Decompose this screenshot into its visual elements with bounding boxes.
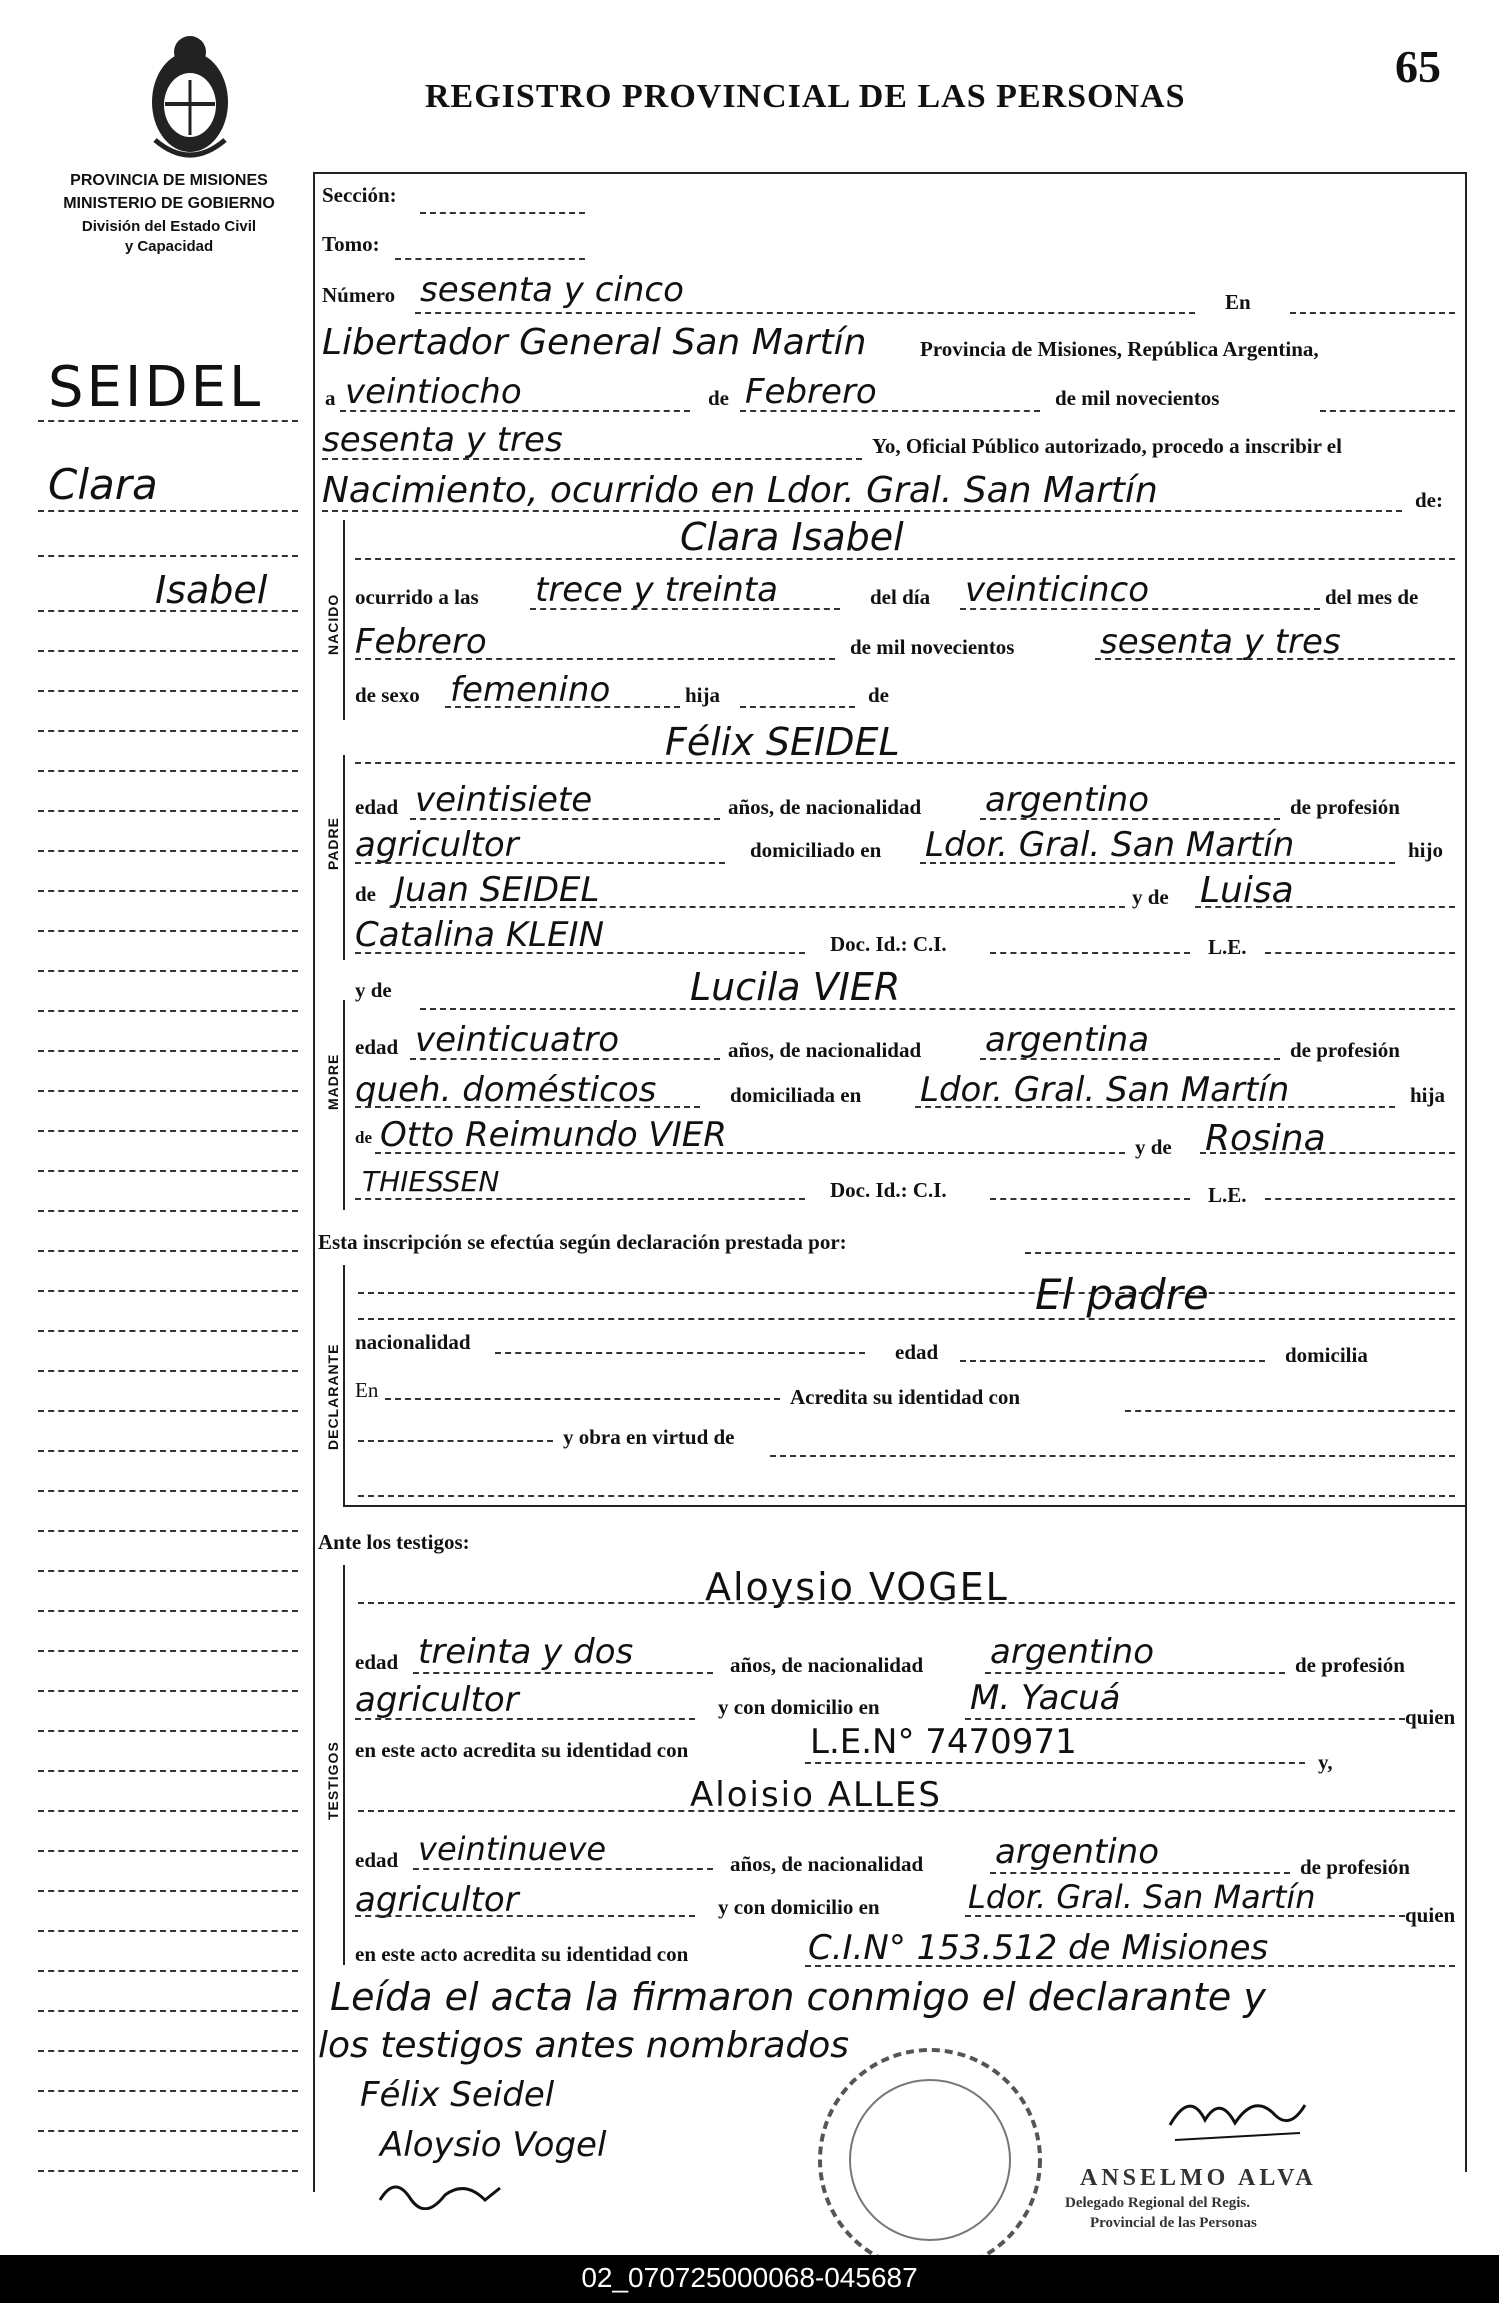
declarante-bottom-rule bbox=[343, 1505, 1465, 1507]
padre-nac-line bbox=[980, 818, 1280, 820]
padre-edad-label: edad bbox=[355, 795, 399, 819]
madre-domicilio: Ldor. Gral. San Martín bbox=[920, 1070, 1290, 1110]
declarante-line-1 bbox=[358, 1292, 1455, 1294]
dept-line-4: y Capacidad bbox=[124, 238, 214, 255]
de-label: de bbox=[708, 386, 729, 410]
stub-line bbox=[38, 1770, 298, 1772]
nacido-mes: Febrero bbox=[355, 622, 487, 662]
stub-line bbox=[38, 1690, 298, 1692]
madre-padre-line bbox=[375, 1152, 1125, 1154]
testigo-1-quien-label: quien bbox=[1405, 1705, 1456, 1729]
padre-edad-line bbox=[410, 818, 720, 820]
madre-nac-line bbox=[980, 1058, 1280, 1060]
declarante-tag: DECLARANTE bbox=[325, 1343, 341, 1450]
provincia-label: Provincia de Misiones, República Argentina, bbox=[920, 337, 1319, 361]
testigo-1-edad-line bbox=[413, 1672, 713, 1674]
madre-prof-line bbox=[355, 1106, 700, 1108]
del-mes-label: del mes de bbox=[1325, 585, 1419, 609]
numero-line bbox=[415, 312, 1195, 314]
testigo-1-profesion: agricultor bbox=[355, 1680, 519, 1720]
padre-tag: PADRE bbox=[325, 817, 341, 870]
stub-line bbox=[38, 1010, 298, 1012]
section-bracket-declarante bbox=[343, 1265, 345, 1505]
madre-edad-label: edad bbox=[355, 1035, 399, 1059]
stub-line bbox=[38, 1610, 298, 1612]
testigo-2-documento: C.I.N° 153.512 de Misiones bbox=[808, 1928, 1269, 1968]
stub-line bbox=[38, 1450, 298, 1452]
padre-prof-line bbox=[355, 862, 725, 864]
a-label: a bbox=[325, 386, 336, 410]
oficial-label: Yo, Oficial Público autorizado, procedo a inscribir el bbox=[872, 434, 1342, 458]
decl-edad-label: edad bbox=[895, 1340, 939, 1364]
testigo-1-nombre: Aloysio VOGEL bbox=[705, 1565, 1009, 1609]
tomo-label: Tomo: bbox=[322, 232, 380, 256]
stub-line bbox=[38, 555, 298, 557]
madre-profesion-label: de profesión bbox=[1290, 1038, 1400, 1062]
madre-le-line bbox=[1265, 1198, 1455, 1200]
stub-line bbox=[38, 1090, 298, 1092]
testigo-1-dom-line bbox=[965, 1718, 1405, 1720]
stub-surname: SEIDEL bbox=[48, 355, 264, 420]
stub-line bbox=[38, 510, 298, 512]
hora-line bbox=[530, 608, 840, 610]
testigo-1-edad-label: edad bbox=[355, 1650, 399, 1674]
testigo-1-doc-line bbox=[805, 1762, 1305, 1764]
en-label: En bbox=[1225, 290, 1251, 314]
madre-anos-label: años, de nacionalidad bbox=[728, 1038, 922, 1062]
anio-value: sesenta y tres bbox=[322, 420, 563, 460]
dept-line-3: División del Estado Civil bbox=[81, 218, 257, 235]
dia-value: veintiocho bbox=[345, 372, 522, 412]
decl-edad-line bbox=[960, 1360, 1265, 1362]
ante-testigos-label: Ante los testigos: bbox=[318, 1530, 470, 1554]
padre-nombre: Félix SEIDEL bbox=[665, 720, 900, 764]
madre-nombre: Lucila VIER bbox=[690, 965, 901, 1009]
testigo-1-profesion-label: de profesión bbox=[1295, 1653, 1405, 1677]
signature-testigo: Aloysio Vogel bbox=[380, 2125, 607, 2165]
padre-le-label: L.E. bbox=[1208, 935, 1247, 959]
madre-doc-label: Doc. Id.: C.I. bbox=[830, 1178, 947, 1202]
madre-de-label: de bbox=[355, 1128, 372, 1147]
y-comma-label: y, bbox=[1318, 1750, 1333, 1774]
closing-line-2: los testigos antes nombrados bbox=[318, 2025, 850, 2066]
official-signature bbox=[1160, 2085, 1310, 2145]
closing-line-1: Leída el acta la firmaron conmigo el declarante y bbox=[330, 1975, 1266, 2019]
localidad-value: Libertador General San Martín bbox=[322, 322, 867, 363]
decl-nac-line bbox=[495, 1352, 865, 1354]
main-left-border bbox=[313, 172, 315, 2192]
de-colon-label: de: bbox=[1415, 488, 1443, 512]
del-dia-label: del día bbox=[870, 585, 931, 609]
stub-line bbox=[38, 1850, 298, 1852]
padre-nombre-line bbox=[355, 762, 1455, 764]
madre-madre-2: THIESSEN bbox=[362, 1165, 500, 1198]
madre-domiciliada-label: domiciliada en bbox=[730, 1083, 862, 1107]
page-title: REGISTRO PROVINCIAL DE LAS PERSONAS bbox=[425, 78, 1186, 115]
testigo-1-edad: treinta y dos bbox=[418, 1632, 634, 1672]
stub-middle-name: Isabel bbox=[155, 568, 268, 612]
stub-line bbox=[38, 1810, 298, 1812]
obra-label: y obra en virtud de bbox=[563, 1425, 735, 1449]
testigo-2-profesion-label: de profesión bbox=[1300, 1855, 1410, 1879]
nacido-nombre: Clara Isabel bbox=[680, 515, 904, 559]
stub-line bbox=[38, 810, 298, 812]
official-seal-icon bbox=[785, 2030, 1075, 2260]
stub-line bbox=[38, 650, 298, 652]
testigo-2-quien-label: quien bbox=[1405, 1903, 1456, 1927]
tomo-field bbox=[395, 258, 585, 260]
signature-declarante: Félix Seidel bbox=[360, 2075, 555, 2115]
nacido-de-mil-label: de mil novecientos bbox=[850, 635, 1015, 659]
stub-line bbox=[38, 730, 298, 732]
decl-obra-line-b bbox=[770, 1455, 1455, 1457]
stub-line bbox=[38, 1170, 298, 1172]
nacionalidad-label: nacionalidad bbox=[355, 1330, 471, 1354]
madre-nombre-line bbox=[420, 1008, 1455, 1010]
stub-line bbox=[38, 2090, 298, 2092]
stub-line bbox=[38, 1250, 298, 1252]
declaracion-line bbox=[1025, 1252, 1455, 1254]
padre-le-line bbox=[1265, 952, 1455, 954]
testigo-2-profesion: agricultor bbox=[355, 1880, 519, 1920]
testigo-2-edad-label: edad bbox=[355, 1848, 399, 1872]
madre-le-label: L.E. bbox=[1208, 1183, 1247, 1207]
padre-padre: Juan SEIDEL bbox=[395, 870, 600, 910]
de-label-2: de bbox=[868, 683, 889, 707]
madre-tag: MADRE bbox=[325, 1053, 341, 1110]
testigo-2-nacionalidad: argentino bbox=[995, 1832, 1159, 1872]
stub-line bbox=[38, 1050, 298, 1052]
testigo-2-edad-line bbox=[413, 1868, 713, 1870]
anio-line bbox=[322, 458, 862, 460]
testigo-2-nombre: Aloisio ALLES bbox=[690, 1775, 942, 1815]
madre-y-de-label: y de bbox=[355, 978, 392, 1002]
decl-obra-line-a bbox=[358, 1440, 553, 1442]
hija-label: hija bbox=[685, 683, 721, 707]
stub-line bbox=[38, 1650, 298, 1652]
testigo-1-nac-line bbox=[985, 1672, 1285, 1674]
stub-line bbox=[38, 1410, 298, 1412]
testigo-1-anos-label: años, de nacionalidad bbox=[730, 1653, 924, 1677]
padre-madre2-line bbox=[355, 952, 805, 954]
padre-edad: veintisiete bbox=[415, 780, 593, 820]
stub-first-name: Clara bbox=[48, 460, 158, 509]
mes-value: Febrero bbox=[745, 372, 877, 412]
stub-line bbox=[38, 2050, 298, 2052]
acredita-line bbox=[1125, 1410, 1455, 1412]
testigo-2-domicilio: Ldor. Gral. San Martín bbox=[968, 1878, 1316, 1916]
nacido-hora: trece y treinta bbox=[535, 570, 778, 610]
nacido-anio-line bbox=[1095, 658, 1455, 660]
stub-line bbox=[38, 890, 298, 892]
padre-madre-line bbox=[1195, 906, 1455, 908]
nacido-dia-line bbox=[960, 608, 1320, 610]
section-bracket-nacido bbox=[343, 520, 345, 720]
declarante-nombre: El padre bbox=[1035, 1270, 1209, 1319]
stub-line bbox=[38, 1330, 298, 1332]
stub-line bbox=[38, 420, 298, 422]
madre-padre: Otto Reimundo VIER bbox=[380, 1115, 727, 1155]
testigo-2-nombre-line bbox=[358, 1810, 1455, 1812]
padre-doc-label: Doc. Id.: C.I. bbox=[830, 932, 947, 956]
nacido-tag: NACIDO bbox=[325, 593, 341, 655]
ocurrido-label: ocurrido a las bbox=[355, 585, 479, 609]
declarante-line-2 bbox=[358, 1318, 1455, 1320]
padre-dom-line bbox=[920, 862, 1395, 864]
stub-line bbox=[38, 2010, 298, 2012]
nacido-nombre-line bbox=[355, 558, 1455, 560]
acto-value: Nacimiento, ocurrido en Ldor. Gral. San Martín bbox=[322, 470, 1158, 511]
madre-madre2-line bbox=[355, 1198, 805, 1200]
mes-line bbox=[740, 410, 1040, 412]
signature-scribble bbox=[375, 2170, 505, 2210]
padre-profesion: agricultor bbox=[355, 825, 519, 865]
padre-domiciliado-label: domiciliado en bbox=[750, 838, 882, 862]
testigo-2-prof-line bbox=[355, 1915, 695, 1917]
stub-line bbox=[38, 1370, 298, 1372]
section-bracket-padre bbox=[343, 755, 345, 960]
stub-line bbox=[38, 2170, 298, 2172]
acredita-label: Acredita su identidad con bbox=[790, 1385, 1021, 1409]
dia-line bbox=[340, 410, 690, 412]
testigo-1-documento: L.E.N° 7470971 bbox=[810, 1722, 1077, 1762]
stub-line bbox=[38, 1890, 298, 1892]
madre-madre-line bbox=[1200, 1152, 1455, 1154]
padre-nacionalidad: argentino bbox=[985, 780, 1149, 820]
dept-line-2: MINISTERIO DE GOBIERNO bbox=[63, 195, 275, 212]
numero-value: sesenta y cinco bbox=[420, 270, 684, 310]
stub-line bbox=[38, 1970, 298, 1972]
main-right-border bbox=[1465, 172, 1467, 2172]
madre-nacionalidad: argentina bbox=[985, 1020, 1150, 1060]
de-mil-line bbox=[1320, 410, 1455, 412]
section-bracket-testigos bbox=[343, 1565, 345, 1965]
section-bracket-madre bbox=[343, 1000, 345, 1210]
madre-edad: veinticuatro bbox=[415, 1020, 619, 1060]
nacido-sexo: femenino bbox=[450, 670, 611, 710]
nacido-mes-line bbox=[355, 658, 835, 660]
de-sexo-label: de sexo bbox=[355, 683, 420, 707]
padre-doc-line bbox=[990, 952, 1190, 954]
stub-line bbox=[38, 850, 298, 852]
stub-line bbox=[38, 1930, 298, 1932]
hijo-label: hijo bbox=[1408, 838, 1444, 862]
stub-line bbox=[38, 690, 298, 692]
stub-line bbox=[38, 970, 298, 972]
domicilia-label: domicilia bbox=[1285, 1343, 1368, 1367]
padre-madre-2: Catalina KLEIN bbox=[355, 915, 605, 955]
testigo-1-domicilio: M. Yacuá bbox=[970, 1678, 1121, 1718]
declaracion-label: Esta inscripción se efectúa según declaración prestada por: bbox=[318, 1230, 847, 1254]
stub-line bbox=[38, 930, 298, 932]
padre-padre-line bbox=[390, 906, 1125, 908]
stub-line bbox=[38, 1490, 298, 1492]
testigo-2-domicilio-label: y con domicilio en bbox=[718, 1895, 880, 1919]
padre-domicilio: Ldor. Gral. San Martín bbox=[925, 825, 1295, 865]
stub-line bbox=[38, 2130, 298, 2132]
en-line bbox=[1290, 312, 1455, 314]
testigo-2-dom-line bbox=[965, 1915, 1405, 1917]
numero-label: Número bbox=[322, 283, 396, 307]
padre-profesion-label: de profesión bbox=[1290, 795, 1400, 819]
testigo-1-acredita-label: en este acto acredita su identidad con bbox=[355, 1738, 689, 1762]
decl-obra-line-c bbox=[358, 1495, 1455, 1497]
top-rule bbox=[313, 172, 1465, 174]
nacido-anio: sesenta y tres bbox=[1100, 622, 1341, 662]
seccion-field bbox=[420, 212, 585, 214]
decl-en-label: En bbox=[355, 1378, 379, 1402]
dept-line-1: PROVINCIA DE MISIONES bbox=[70, 172, 268, 189]
decl-en-line bbox=[385, 1398, 780, 1400]
testigo-1-domicilio-label: y con domicilio en bbox=[718, 1695, 880, 1719]
testigos-tag: TESTIGOS bbox=[325, 1741, 341, 1820]
acto-line bbox=[322, 510, 1402, 512]
stamp-name: ANSELMO ALVA bbox=[1080, 2165, 1317, 2191]
sexo-line bbox=[445, 706, 680, 708]
stamp-line-1: Delegado Regional del Regis. bbox=[1065, 2195, 1250, 2211]
madre-madre-1: Rosina bbox=[1205, 1118, 1326, 1159]
padre-de-label: de bbox=[355, 882, 376, 906]
stub-line bbox=[38, 1290, 298, 1292]
coat-of-arms-icon bbox=[145, 30, 235, 165]
testigo-1-prof-line bbox=[355, 1718, 695, 1720]
testigo-2-edad: veintinueve bbox=[418, 1830, 607, 1868]
testigo-1-nombre-line bbox=[358, 1602, 1455, 1604]
stub-line bbox=[38, 770, 298, 772]
stub-line bbox=[38, 1210, 298, 1212]
seccion-label: Sección: bbox=[322, 183, 397, 207]
madre-edad-line bbox=[410, 1058, 720, 1060]
testigo-2-doc-line bbox=[805, 1965, 1455, 1967]
padre-y-de-label: y de bbox=[1132, 885, 1169, 909]
madre-doc-line bbox=[990, 1198, 1190, 1200]
footer-code: 02_070725000068-045687 bbox=[581, 2262, 918, 2293]
nacido-dia: veinticinco bbox=[965, 570, 1149, 610]
madre-dom-line bbox=[915, 1106, 1395, 1108]
madre-y-de-label-2: y de bbox=[1135, 1135, 1172, 1159]
stub-line bbox=[38, 1130, 298, 1132]
padre-madre-1: Luisa bbox=[1200, 870, 1294, 911]
stub-line bbox=[38, 1730, 298, 1732]
padre-anos-label: años, de nacionalidad bbox=[728, 795, 922, 819]
testigo-2-anos-label: años, de nacionalidad bbox=[730, 1852, 924, 1876]
testigo-2-nac-line bbox=[990, 1872, 1290, 1874]
testigo-2-acredita-label: en este acto acredita su identidad con bbox=[355, 1942, 689, 1966]
stub-line bbox=[38, 1570, 298, 1572]
testigo-1-nacionalidad: argentino bbox=[990, 1632, 1154, 1672]
stamp-line-2: Provincial de las Personas bbox=[1090, 2215, 1257, 2231]
hija-line bbox=[740, 706, 855, 708]
page-number: 65 bbox=[1395, 41, 1441, 92]
stub-line bbox=[38, 1530, 298, 1532]
department-block bbox=[38, 172, 300, 255]
stub-line bbox=[38, 610, 298, 612]
madre-profesion: queh. domésticos bbox=[355, 1070, 657, 1110]
madre-hija-label: hija bbox=[1410, 1083, 1446, 1107]
de-mil-label: de mil novecientos bbox=[1055, 386, 1220, 410]
